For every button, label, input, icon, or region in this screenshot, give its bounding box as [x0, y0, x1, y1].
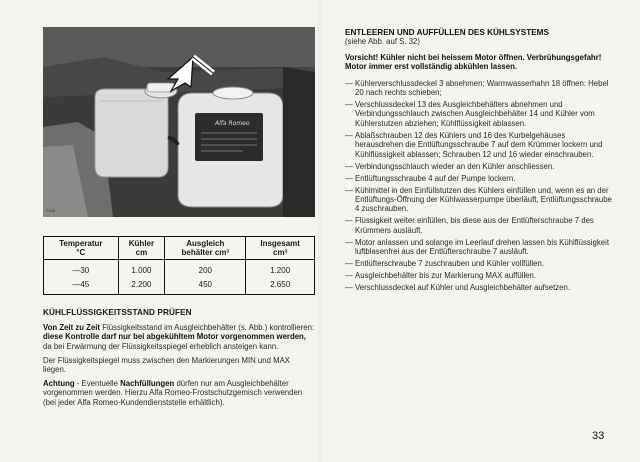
table-row [44, 260, 315, 279]
step-list [345, 79, 613, 293]
list-item: — Flüssigkeit weiter einfüllen, bis diese aus der Entlüfterschraube 7 des Krümmers ausläuft. [345, 216, 613, 235]
table-row [44, 278, 315, 295]
table-header-row [44, 237, 315, 260]
list-item: — Verschlussdeckel 13 des Ausgleichbehälters abnehmen und Verbindungsschlauch zwischen Ausgleichbehälter 14 und Kühler vom Kühlerstutzen abziehen; Kühlflüssigkeit ablassen. [345, 100, 613, 128]
list-item: — Entlüfterschraube 7 zuschrauben und Kühler vollfüllen. [345, 259, 613, 268]
list-item: — Verschlussdeckel auf Kühler und Ausgleichbehälter aufsetzen. [345, 283, 613, 292]
list-item: — Kühlmittel in den Einfüllstutzen des Kühlers einfüllen und, wenn es an der Entlüftungs-Öffnung der Kühlwasserpumpe überläuft, Entlüftungsschraube 4 zuschrauben. [345, 186, 613, 214]
coolant-reservoir-illustration [43, 27, 315, 217]
table-cell: —30 [44, 260, 119, 279]
safety-warning: Vorsicht! Kühler nicht bei heissem Motor öffnen. Verbrühungsgefahr! Motor immer erst vollständig abkühlen lassen. [345, 52, 602, 72]
table-cell: 450 [165, 278, 246, 295]
table-cell: 200 [165, 260, 246, 279]
list-item: — Entlüftungsschraube 4 auf der Pumpe lockern. [345, 174, 613, 183]
col-total: Insgesamt cm³ [246, 237, 315, 260]
col-temperature: Temperatur °C [44, 237, 119, 260]
photo-caption: 7328 [46, 208, 55, 213]
table-cell: 1.200 [246, 260, 315, 279]
paragraph-warning: Achtung - Eventuelle Nachfüllungen dürfen nur am Ausgleichbehälter vorgenommen werden. Hierzu Alfa Romeo-Frostschutzgemisch verwenden (bei jeder Alfa Romeo-Kundendienststelle erhältlich). [43, 379, 303, 407]
col-radiator: Kühler cm [118, 237, 165, 260]
col-reservoir: Ausgleich behälter cm³ [165, 237, 246, 260]
list-item: — Kühlerverschlussdeckel 3 abnehmen; Warmwasserhahn 18 öffnen: Hebel 20 nach rechts schieben; [345, 79, 613, 98]
page-number: 33 [592, 430, 605, 442]
drain-refill-section [345, 28, 613, 295]
list-item: — Verbindungsschlauch wieder an den Kühler anschliessen. [345, 162, 613, 171]
coolant-capacity-table [43, 236, 315, 295]
list-item: — Ablaßschrauben 12 des Kühlers und 16 des Kurbelgehäuses herausdrehen die Entlüftungsschraube 7 auf dem Krümmer lockern und Kühlflüssigkeit ablassen; Schrauben 12 und 16 wieder einschrauben. [345, 131, 613, 159]
paragraph-check: Von Zeit zu Zeit Flüssigkeitsstand im Ausgleichbehälter (s. Abb.) kontrollieren: diese Kontrolle darf nur bei abgekühltem Motor vorgenommen werden, da bei Erwärmung der Flüssigkeitsspiegel erheblich ansteigen kann. [43, 323, 315, 351]
list-item: — Motor anlassen und solange im Leerlauf drehen lassen bis Kühlflüssigkeit luftblasenfrei aus der Entlüfterschraube 7 ausläuft. [345, 238, 613, 257]
paragraph-level: Der Flüssigkeitspiegel muss zwischen den Markierungen MIN und MAX liegen. [43, 355, 291, 375]
table-cell: 2.650 [246, 278, 315, 295]
page-gutter [318, 0, 322, 462]
coolant-level-section [43, 308, 315, 412]
section-subtitle: (siehe Abb. auf S. 32) [345, 37, 420, 47]
table-cell: 1.000 [118, 260, 165, 279]
section-title: KÜHLFLÜSSIGKEITSSTAND PRÜFEN [43, 308, 192, 317]
table-cell: 2.200 [118, 278, 165, 295]
svg-text:Alfa Romeo: Alfa Romeo [215, 120, 250, 127]
list-item: — Ausgleichbehälter bis zur Markierung MAX auffüllen. [345, 271, 613, 280]
engine-bay-photo [43, 27, 315, 217]
section-title: ENTLEEREN UND AUFFÜLLEN DES KÜHLSYSTEMS [345, 28, 549, 37]
table-cell: —45 [44, 278, 119, 295]
